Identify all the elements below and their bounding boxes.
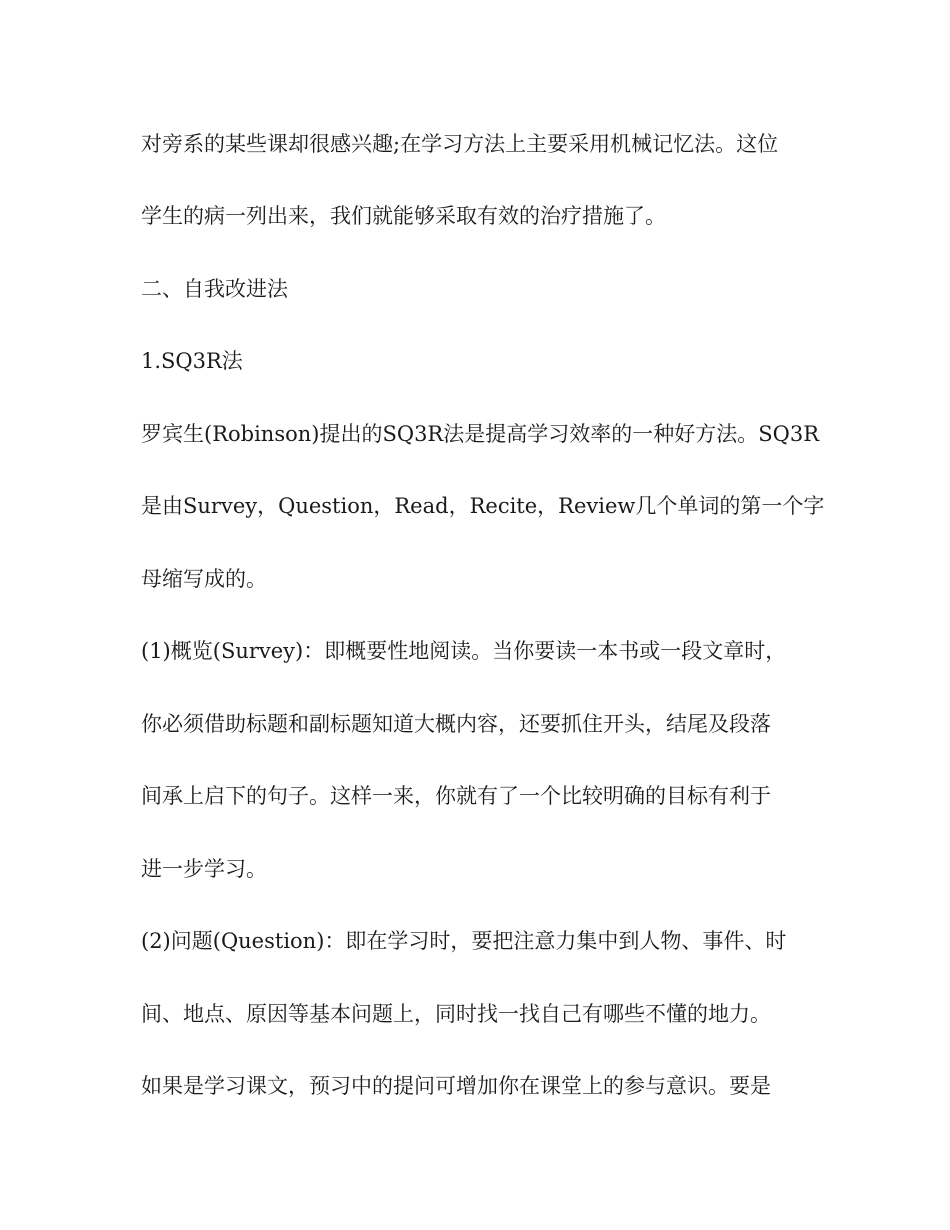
text-line: 是由Survey，Question，Read，Recite，Review几个单词的第一个字 (141, 494, 825, 518)
text-line: 你必须借助标题和副标题知道大概内容，还要抓住开头，结尾及段落 (141, 712, 771, 736)
text-line: 母缩写成的。 (141, 567, 267, 591)
subsection-heading: 1.SQ3R法 (141, 349, 243, 373)
text-line: 罗宾生(Robinson)提出的SQ3R法是提高学习效率的一种好方法。SQ3R (141, 422, 820, 446)
section-heading: 二、自我改进法 (141, 277, 288, 301)
text-line: 学生的病一列出来，我们就能够采取有效的治疗措施了。 (141, 204, 666, 228)
text-line: 对旁系的某些课却很感兴趣;在学习方法上主要采用机械记忆法。这位 (141, 132, 779, 156)
text-line: 进一步学习。 (141, 857, 267, 881)
text-line: (2)问题(Question)：即在学习时，要把注意力集中到人物、事件、时 (141, 929, 787, 953)
text-line: 如果是学习课文，预习中的提问可增加你在课堂上的参与意识。要是 (141, 1074, 771, 1098)
text-line: 间承上启下的句子。这样一来，你就有了一个比较明确的目标有利于 (141, 784, 771, 808)
text-line: 间、地点、原因等基本问题上，同时找一找自己有哪些不懂的地力。 (141, 1002, 771, 1026)
text-line: (1)概览(Survey)：即概要性地阅读。当你要读一本书或一段文章时， (141, 639, 787, 663)
